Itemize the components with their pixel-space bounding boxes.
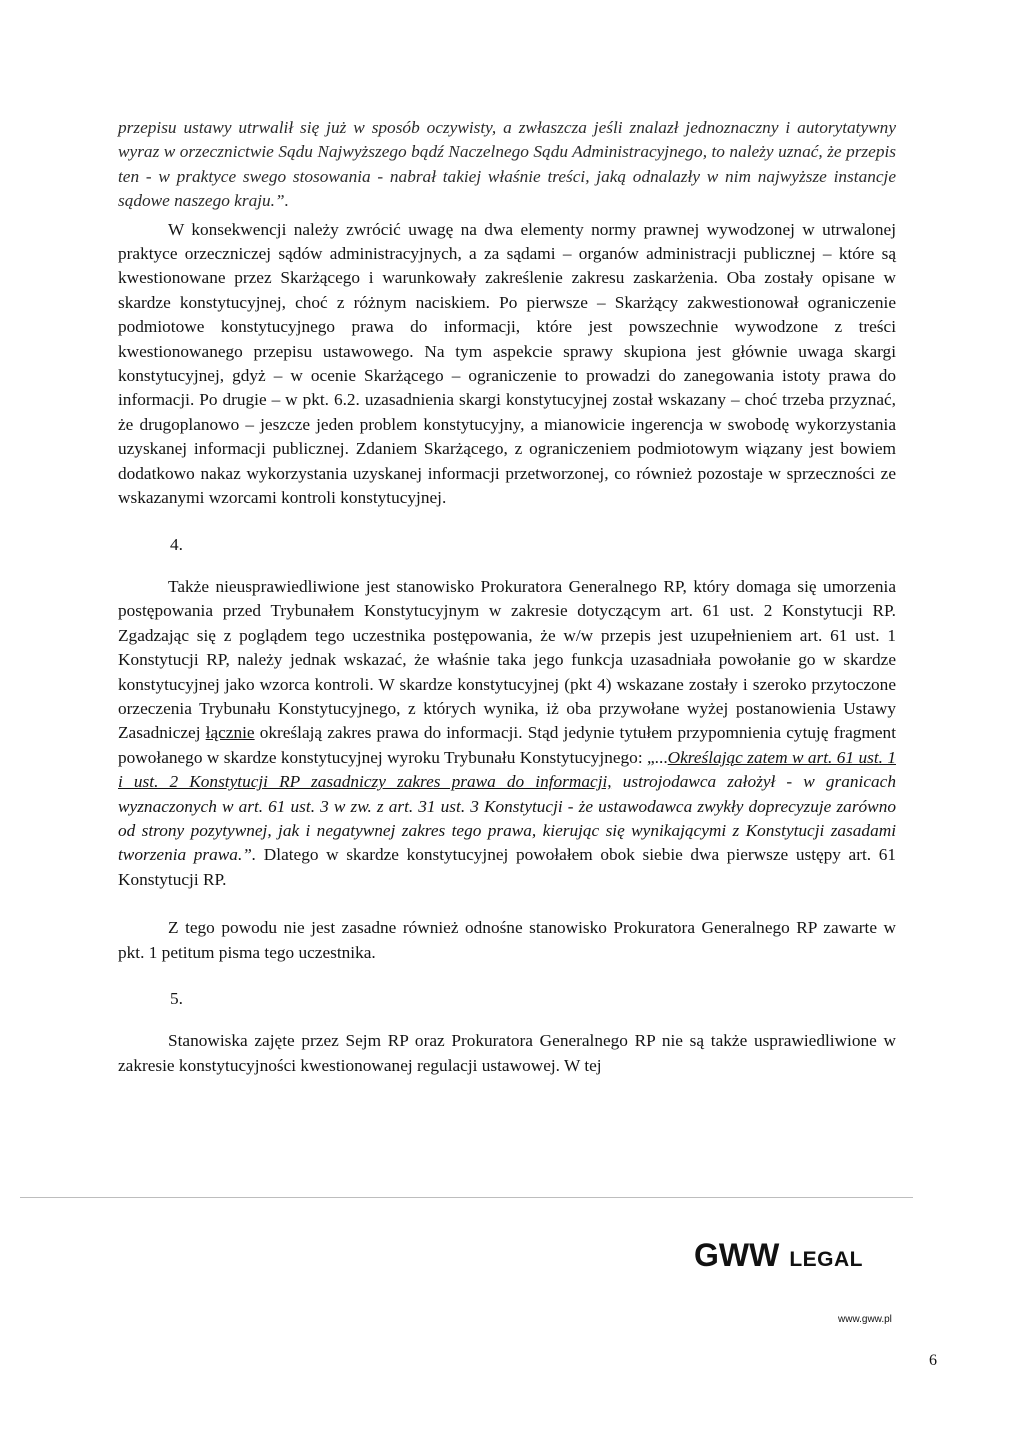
document-body xyxy=(118,116,896,1078)
footer-band xyxy=(20,1197,913,1282)
footer-divider xyxy=(20,1197,913,1198)
paragraph-sejm-position: Stanowiska zajęte przez Sejm RP oraz Prokuratora Generalnego RP nie są także usprawiedliwione w zakresie konstytucyjności kwestionowanej regulacji ustawowej. W tej xyxy=(118,1031,896,1075)
section-number-5: 5. xyxy=(170,989,183,1008)
paragraph-consequences: W konsekwencji należy zwrócić uwagę na dwa elementy normy prawnej wywodzonej w utrwalonej praktyce orzeczniczej sądów administracyjnych, a za sądami – organów administracji publicznej – które są kwestionowane przez Skarżącego i warunkowały zakreślenie zakresu zaskarżenia. Oba zostały opisane w skardze konstytucyjnej, choć z różnym naciskiem. Po pierwsze – Skarżący zakwestionował ograniczenie podmiotowe konstytucyjnego prawa do informacji, które jest powszechnie wywodzone z treści kwestionowanego przepisu ustawowego. Na tym aspekcie sprawy skupiona jest głównie uwaga skargi konstytucyjnej, gdyż – w ocenie Skarżącego – ograniczenie to prowadzi do zanegowania istoty prawa do informacji. Po drugie – w pkt. 6.2. uzasadnienia skargi konstytucyjnej został wskazany – choć trzeba przyznać, że drugoplanowo – jeszcze jeden problem konstytucyjny, a mianowicie ingerencja w swobodę wykorzystania uzyskanej informacji publicznej. Zdaniem Skarżącego, z ograniczeniem podmiotowym wiązany jest bowiem dodatkowo nakaz wykorzystania uzyskanej informacji przetworzonej, co również pozostaje w sprzeczności ze wskazanymi wzorcami kontroli konstytucyjnej. xyxy=(118,219,896,508)
section-number-4: 4. xyxy=(170,534,183,554)
paragraph-text: Dlatego w skardze konstytucyjnej powołałem obok siebie dwa pierwsze ustępy art. 61 Konstytucji RP. xyxy=(118,845,896,889)
logo-main-text: GWW xyxy=(694,1237,780,1273)
quoted-italic: ustrojodawca założył - w granicach wyznaczonych w art. 61 ust. 3 w zw. z art. 31 ust. 3 Konstytucji - że ustawodawca zwykły doprecyzuje zarówno od strony pozytywnej, jak i negatywnej zakres tego prawa, kierując się wynikającymi z Konstytucji zasadami tworzenia prawa.”. xyxy=(118,772,896,865)
paragraph-conclusion: Z tego powodu nie jest zasadne również odnośne stanowisko Prokuratora Generalnego RP zawarte w pkt. 1 petitum pisma tego uczestnika. xyxy=(118,918,896,962)
underlined-term: łącznie xyxy=(205,723,255,743)
gww-legal-logo xyxy=(694,1237,863,1274)
paragraph-text: Także nieusprawiedliwione jest stanowisko Prokuratora Generalnego RP, który domaga się umorzenia postępowania przed Trybunałem Konstytucyjnym w zakresie dotyczącym art. 61 ust. 2 Konstytucji RP. Zgadzając się z poglądem tego uczestnika postępowania, że w/w przepis jest uzupełnieniem art. 61 ust. 1 Konstytucji RP, należy jednak wskazać, że właśnie taka jego funkcja uzasadniała powołanie go w skardze konstytucyjnej jako wzorca kontroli. W skardze konstytucyjnej (pkt 4) wskazane zostały i szeroko przytoczone orzeczenia Trybunału Konstytucyjnego, z których wynika, iż oba przywołane wyżej postanowienia Ustawy Zasadniczej xyxy=(118,576,896,743)
logo-sub-text: LEGAL xyxy=(789,1248,863,1271)
paragraph-text: określają zakres prawa do informacji. Stąd jedynie tytułem przypomnienia cytuję fragment powołanego w skardze konstytucyjnej wyroku Trybunału Konstytucyjnego: „... xyxy=(118,723,896,767)
page-number: 6 xyxy=(929,1352,937,1369)
paragraph-prosecutor-position xyxy=(118,575,896,892)
quoted-underlined: Określając zatem w art. 61 ust. 1 i ust. 2 Konstytucji RP zasadniczy zakres prawa do informacji, xyxy=(118,747,896,792)
quote-continuation: przepisu ustawy utrwalił się już w sposób oczywisty, a zwłaszcza jeśli znalazł jednoznaczny i autorytatywny wyraz w orzecznictwie Sądu Najwyższego bądź Naczelnego Sądu Administracyjnego, to należy uznać, że przepis ten - w praktyce swego stosowania - nabrał takiej właśnie treści, jaką odnalazły w nim najwyższe instancje sądowe naszego kraju.”. xyxy=(118,118,896,211)
website-url: www.gww.pl xyxy=(838,1314,892,1325)
